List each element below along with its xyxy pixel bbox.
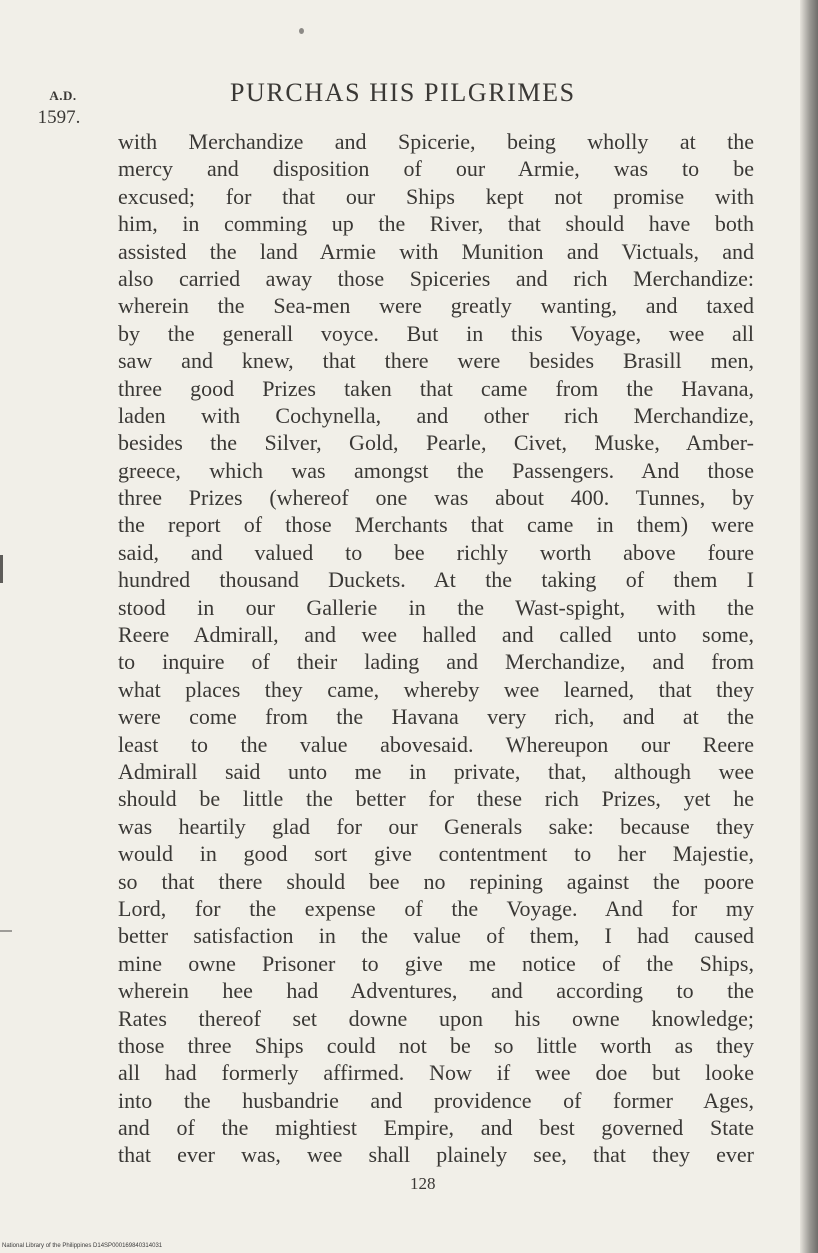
margin-year: 1597. (37, 107, 81, 128)
text-line: by the generall voyce. But in this Voyage, wee all (118, 320, 754, 346)
text-line: Admirall said unto me in private, that, although wee (118, 758, 754, 784)
text-line: said, and valued to bee richly worth above foure (118, 539, 754, 565)
text-line: Lord, for the expense of the Voyage. And for my (118, 895, 754, 921)
ink-speck (299, 28, 304, 34)
text-line: wherein hee had Adventures, and according to the (118, 978, 754, 1004)
text-line: mercy and disposition of our Armie, was to be (118, 156, 754, 182)
text-line: Reere Admirall, and wee halled and called unto some, (118, 622, 754, 648)
text-line: greece, which was amongst the Passengers. And those (118, 457, 754, 483)
text-line: into the husbandrie and providence of former Ages, (118, 1087, 754, 1113)
text-line: all had formerly affirmed. Now if wee doe but looke (118, 1060, 754, 1086)
scan-edge-dash (0, 930, 12, 932)
margin-era: A.D. (49, 88, 77, 103)
text-line: three good Prizes taken that came from the Havana, (118, 375, 754, 401)
text-line: was heartily glad for our Generals sake: because they (118, 813, 754, 839)
page-number: 128 (410, 1174, 436, 1193)
text-line: those three Ships could not be so little worth as they (118, 1032, 754, 1058)
text-line: three Prizes (whereof one was about 400. Tunnes, by (118, 485, 754, 511)
running-head: PURCHAS HIS PILGRIMES (230, 78, 576, 107)
text-line: better satisfaction in the value of them, I had caused (118, 923, 754, 949)
text-line: also carried away those Spiceries and rich Merchandize: (118, 265, 754, 291)
text-line: to inquire of their lading and Merchandize, and from (118, 649, 754, 675)
text-line: wherein the Sea-men were greatly wanting, and taxed (118, 293, 754, 319)
scan-edge-mark (0, 555, 3, 583)
text-line: and of the mightiest Empire, and best governed State (118, 1115, 754, 1141)
text-line: assisted the land Armie with Munition and Victuals, and (118, 238, 754, 264)
margin-note (28, 86, 98, 130)
text-line: him, in comming up the River, that should have both (118, 211, 754, 237)
text-line: excused; for that our Ships kept not promise with (118, 183, 754, 209)
scan-credit: National Library of the Philippines D14SP000169840314031 (2, 1243, 163, 1249)
text-line: stood in our Gallerie in the Wast-spight, with the (118, 594, 754, 620)
text-line: least to the value abovesaid. Whereupon our Reere (118, 731, 754, 757)
text-line: would in good sort give contentment to her Majestie, (118, 841, 754, 867)
text-line: that ever was, wee shall plainely see, that they ever (118, 1142, 754, 1168)
text-line: saw and knew, that there were besides Brasill men, (118, 348, 754, 374)
text-line: what places they came, whereby wee learned, that they (118, 676, 754, 702)
text-line: so that there should bee no repining against the poore (118, 868, 754, 894)
text-line: laden with Cochynella, and other rich Merchandize, (118, 402, 754, 428)
text-line: mine owne Prisoner to give me notice of the Ships, (118, 950, 754, 976)
text-line: with Merchandize and Spicerie, being wholly at the (118, 129, 754, 154)
text-line: the report of those Merchants that came in them) were (118, 512, 754, 538)
text-line: Rates thereof set downe upon his owne knowledge; (118, 1005, 754, 1031)
text-line: were come from the Havana very rich, and at the (118, 704, 754, 730)
body-text (118, 128, 754, 1169)
text-line: should be little the better for these rich Prizes, yet he (118, 786, 754, 812)
text-line: hundred thousand Duckets. At the taking of them I (118, 567, 754, 593)
text-line: besides the Silver, Gold, Pearle, Civet, Muske, Amber- (118, 430, 754, 456)
page-gutter-shadow (800, 0, 818, 1253)
